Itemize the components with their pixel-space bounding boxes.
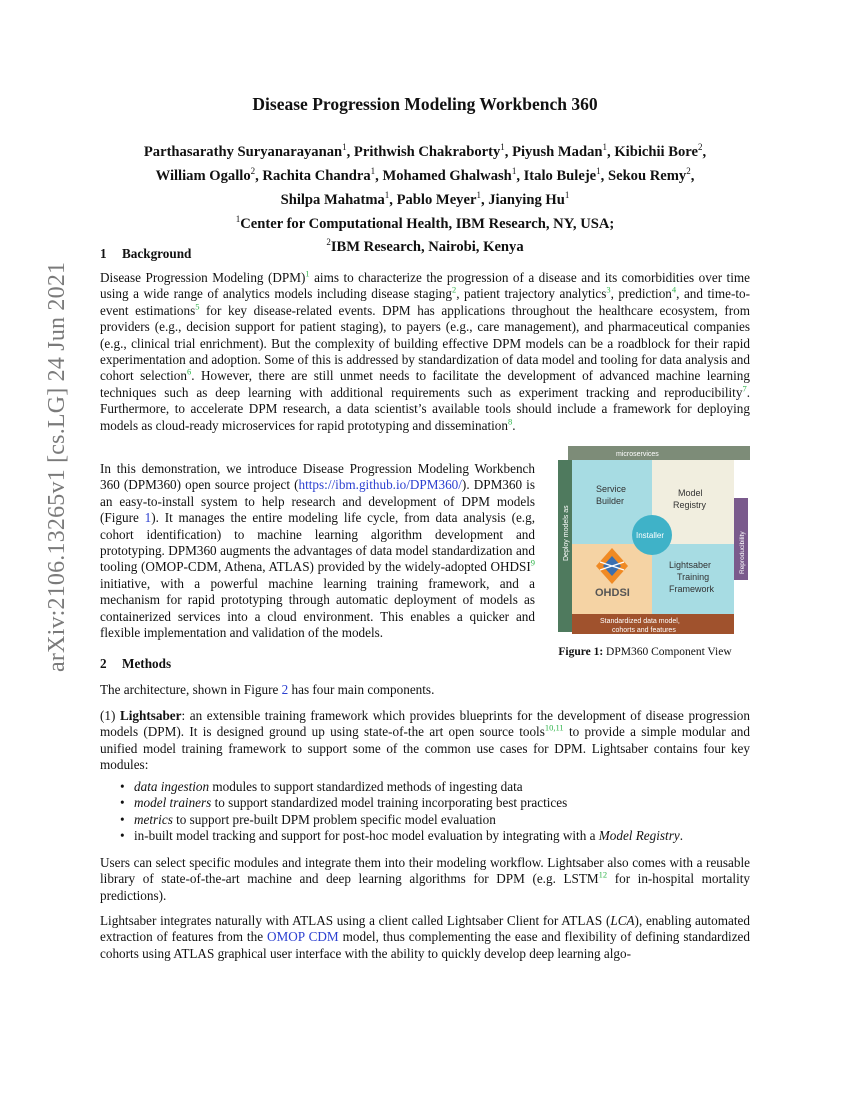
text-run: in-built model tracking and support for post-hoc model evaluation by integrating with a bbox=[134, 828, 599, 844]
text-run: , patient trajectory analytics bbox=[456, 286, 607, 302]
author-affiliation-mark: 1 bbox=[370, 165, 376, 176]
paragraph-users bbox=[100, 855, 750, 904]
text-run: Lightsaber integrates naturally with ATLAS using a client called Lightsaber Client for ATLAS ( bbox=[100, 913, 611, 928]
author-name: Italo Buleje bbox=[523, 167, 597, 184]
paragraph-lightsaber bbox=[100, 708, 750, 774]
text-run: , and time-to-event estimations bbox=[100, 286, 750, 318]
hyperlink[interactable]: https://ibm.github.io/DPM360/ bbox=[298, 477, 462, 493]
citation-link[interactable]: 4 bbox=[671, 285, 677, 296]
citation-link[interactable]: 7 bbox=[742, 383, 747, 394]
paragraph-demonstration bbox=[100, 461, 535, 641]
service-builder-label-2: Builder bbox=[596, 496, 625, 506]
author-affiliation-mark: 1 bbox=[476, 189, 481, 200]
text-run: to provide a simple modular and unified model training framework to support some of the common use cases for DPM. Lightsaber contains four key modules: bbox=[100, 724, 750, 773]
installer-label: Installer bbox=[636, 531, 665, 540]
citation-link[interactable]: 12 bbox=[598, 870, 608, 881]
hyperlink[interactable]: OMOP CDM bbox=[267, 929, 339, 945]
paper-title: Disease Progression Modeling Workbench 360 bbox=[252, 94, 598, 114]
author-affiliation-mark: 1 bbox=[602, 142, 608, 152]
author-name: Piyush Madan bbox=[512, 143, 603, 160]
citation-link[interactable]: 9 bbox=[530, 558, 535, 569]
italic-term: Model Registry bbox=[598, 828, 680, 844]
italic-term: data ingestion bbox=[134, 779, 210, 794]
list-item bbox=[120, 779, 750, 795]
author-block bbox=[100, 138, 750, 257]
lightsaber-module-list bbox=[120, 779, 750, 845]
author-affiliation-mark: 2 bbox=[250, 165, 256, 176]
affiliation-2: $^2$IBM Research, Nairobi, Kenya bbox=[326, 237, 524, 256]
component-diagram bbox=[540, 446, 750, 636]
italic-term: model trainers bbox=[134, 795, 212, 811]
text-run: . bbox=[679, 828, 683, 844]
deploy-label: Deploy models as bbox=[563, 505, 570, 561]
author-affiliation-mark: 2 bbox=[686, 165, 691, 176]
figure-reference-link[interactable]: 1 bbox=[144, 510, 152, 526]
text-run: . bbox=[512, 417, 516, 433]
list-item bbox=[120, 828, 750, 844]
paragraph-background bbox=[100, 270, 750, 434]
list-item bbox=[120, 812, 750, 828]
text-run: Users can select specific modules and integrate them into their modeling workflow. Lightsaber also comes with a reusable library of state-of-the-art machine and deep learning algorithms for DPM (e.g. LSTM bbox=[100, 855, 750, 887]
text-run: for in-hospital mortality predictions). bbox=[100, 871, 750, 903]
lightsaber-label-3: Framework bbox=[669, 584, 715, 594]
text-run: ), enabling automated extraction of features from the bbox=[100, 913, 750, 945]
author-affiliation-mark: 1 bbox=[384, 189, 390, 200]
standardized-label-2: cohorts and features bbox=[612, 627, 676, 634]
author-affiliation-mark: 1 bbox=[500, 142, 505, 152]
lightsaber-label-2: Training bbox=[677, 572, 710, 582]
author-affiliation-mark: 1 bbox=[342, 142, 347, 152]
text-run: The architecture, shown in Figure bbox=[100, 682, 282, 697]
text-run: ). DPM360 is an easy-to-install system to help research and development of DPM models (Figure bbox=[100, 477, 535, 526]
text-run: Disease Progression Modeling (DPM) bbox=[100, 270, 306, 285]
citation-link[interactable]: 1 bbox=[305, 268, 310, 279]
list-item bbox=[120, 795, 750, 811]
text-run: ). It manages the entire modeling life cycle, from data analysis (e.g, cohort identification) to machine learning algorithm development and prototyping. DPM360 augments the advantages of data model standardization and tooling (OMOP-CDM, Athena, ATLAS) provided by the widely-adopted OHDSI bbox=[100, 510, 535, 575]
model-registry-label-2: Registry bbox=[673, 500, 707, 510]
reproducibility-label: Reproducibility bbox=[739, 531, 746, 574]
italic-term: LCA bbox=[610, 913, 635, 928]
microservices-bar bbox=[568, 446, 750, 460]
bold-term: Lightsaber bbox=[119, 708, 182, 723]
author-affiliation-mark: 1 bbox=[511, 165, 517, 176]
figure-component-view bbox=[540, 446, 750, 636]
author-name: Parthasarathy Suryanarayanan bbox=[143, 143, 343, 160]
citation-link[interactable]: 8 bbox=[507, 416, 513, 427]
author-list: Parthasarathy Suryanarayanan$^1$, Prithwish Chakraborty$^1$, Piyush Madan$^1$, Kibichii Bore$^2$, William Ogallo$^2$, Rachita Chandra$^1$, Mohamed Ghalwash$^1$, Italo Buleje$^1$, Sekou Remy$^2$, Shilpa Mahatma$^1$, Pablo Meyer$^1$, Jianying Hu$^1$ bbox=[143, 142, 707, 208]
text-run: modules to support standardized methods of ingesting data bbox=[209, 779, 523, 794]
citation-link[interactable]: 5 bbox=[195, 301, 200, 312]
text-run: initiative, with a powerful machine learning training framework, and a mechanism for rapid prototyping through automatic deployment of models as containerized services into a cloud environment. This enables a quicker and flexible implementation and validation of the models. bbox=[100, 575, 535, 641]
section-heading-methods: 2 Methods bbox=[100, 656, 172, 671]
text-run: aims to characterize the progression of a disease and its comorbidities over time using a wide range of analytics models including disease staging bbox=[100, 270, 750, 302]
citation-link[interactable]: 2 bbox=[451, 285, 457, 296]
text-run: (1) bbox=[100, 708, 120, 723]
author-name: Prithwish Chakraborty bbox=[353, 143, 501, 160]
text-run: model, thus complementing the ease and flexibility of defining standardized cohorts using ATLAS graphical user interface with the ability to quickly develop deep learning algo- bbox=[100, 929, 750, 961]
paragraph-atlas bbox=[100, 913, 750, 962]
text-run: for key disease-related events. DPM has applications throughout the healthcare ecosystem, from providers (e.g., decision support for patient staging), to payers (e.g., care management), and pharmaceutical companies (e.g., clinical trial enrichment). But the complexity of building effective DPM models can be a roadblock for their rapid experimentation and adoption. Some of this is addressed by standardization of data model and tooling for data analysis and cohort selection bbox=[100, 302, 750, 384]
author-name: Pablo Meyer bbox=[396, 191, 477, 208]
text-run: has four main components. bbox=[288, 682, 435, 697]
microservices-label: microservices bbox=[616, 451, 659, 458]
author-name: Kibichii Bore bbox=[614, 143, 698, 160]
text-run: to support standardized model training incorporating best practices bbox=[211, 795, 568, 811]
citation-link[interactable]: 6 bbox=[186, 367, 192, 378]
service-builder-label-1: Service bbox=[596, 484, 627, 494]
author-name: Shilpa Mahatma bbox=[280, 191, 385, 208]
author-name: William Ogallo bbox=[155, 167, 251, 184]
text-run: , prediction bbox=[610, 286, 672, 302]
arxiv-identifier-text: arXiv:2106.13265v1 [cs.LG] 24 Jun 2021 bbox=[44, 261, 70, 672]
author-affiliation-mark: 1 bbox=[596, 165, 601, 176]
paragraph-architecture bbox=[100, 682, 750, 698]
author-name: Jianying Hu bbox=[488, 191, 565, 208]
standardized-label-1: Standardized data model, bbox=[600, 618, 680, 625]
text-run: In this demonstration, we introduce Disease Progression Modeling Workbench 360 (DPM360) open source project ( bbox=[100, 461, 535, 493]
text-run: . Furthermore, to accelerate DPM research, a data scientist’s available tools should include a framework for deploying models as cloud-ready microservices for rapid prototyping and dissemination bbox=[100, 384, 750, 433]
model-registry-label-1: Model bbox=[678, 488, 703, 498]
citation-link[interactable]: 10,11 bbox=[544, 723, 564, 734]
lightsaber-label-1: Lightsaber bbox=[669, 560, 712, 570]
figure-reference-link[interactable]: 2 bbox=[281, 682, 289, 697]
author-affiliation-mark: 2 bbox=[697, 142, 703, 152]
citation-link[interactable]: 3 bbox=[606, 285, 611, 296]
ohdsi-label: OHDSI bbox=[595, 587, 630, 599]
text-run: . However, there are still unmet needs to facilitate the development of advanced machine learning techniques such as deep learning with additional requirements such as experiment tracking and reproducibility bbox=[100, 368, 750, 400]
italic-term: metrics bbox=[134, 811, 173, 827]
author-name: Mohamed Ghalwash bbox=[382, 167, 512, 184]
author-name: Sekou Remy bbox=[607, 167, 687, 184]
affiliation-1: $^1$Center for Computational Health, IBM Research, NY, USA; bbox=[235, 213, 615, 232]
author-affiliation-mark: 1 bbox=[564, 189, 570, 200]
text-run: : an extensible training framework which provides blueprints for the development of disease progression models (DPM). It is designed ground up using state-of-the art open source tools bbox=[100, 708, 750, 740]
section-heading-background: 1 Background bbox=[100, 246, 192, 261]
text-run: to support pre-built DPM problem specific model evaluation bbox=[172, 811, 496, 827]
arxiv-identifier-stamp bbox=[0, 0, 70, 1100]
author-name: Rachita Chandra bbox=[262, 167, 371, 184]
figure-caption: Figure 1: DPM360 Component View bbox=[558, 646, 732, 658]
